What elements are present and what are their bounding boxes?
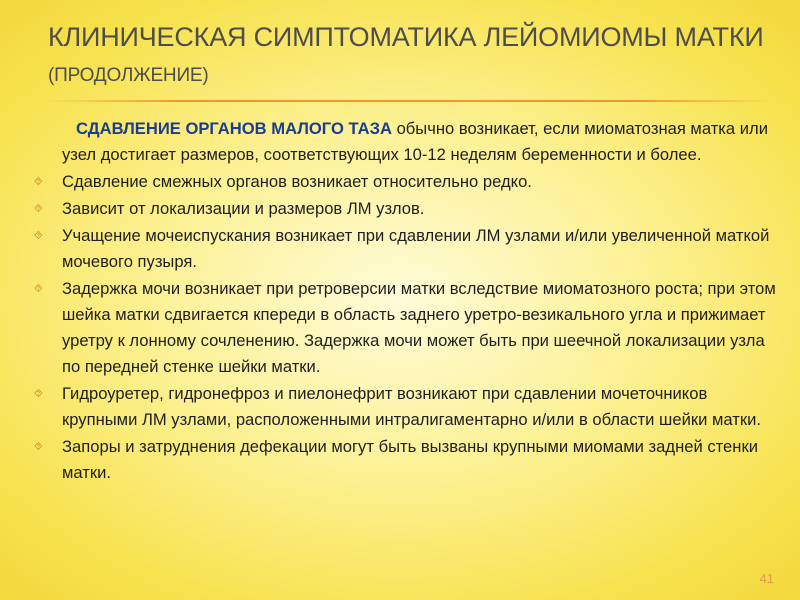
bullet-item [32,381,777,433]
slide-body [32,116,777,486]
intro-paragraph [32,116,777,168]
intro-highlight: СДАВЛЕНИЕ ОРГАНОВ МАЛОГО ТАЗА [76,119,392,138]
bullet-text: Задержка мочи возникает при ретроверсии матки вследствие миоматозного роста; при этом шейка матки сдвигается кпереди в область заднего уретро-везикального угла и прижимает уретру к лонному сочленению. Задержка мочи может быть при шеечной локализации узла по передней стенке шейки матки. [62,279,776,376]
bullet-text: Зависит от локализации и размеров ЛМ узлов. [62,199,425,218]
bullet-item [32,223,777,275]
bullet-item [32,196,777,222]
bullet-text: Сдавление смежных органов возникает относительно редко. [62,172,532,191]
bullet-item [32,169,777,195]
bullet-text: Запоры и затруднения дефекации могут быть вызваны крупными миомами задней стенки матки. [62,437,758,482]
bullet-text: Учащение мочеиспускания возникает при сдавлении ЛМ узлами и/или увеличенной маткой мочевого пузыря. [62,226,770,271]
bullet-marker-icon: ⯑ [34,441,43,453]
intro-text: обычно возникает, если миоматозная матка или узел достигает размеров, соответствующих 10-12 неделям беременности и более. [62,119,768,164]
bullet-item [32,276,777,380]
bullet-marker-icon: ⯑ [34,388,43,400]
slide-title-suffix: (ПРОДОЛЖЕНИЕ) [48,65,209,86]
slide-title [48,20,768,93]
bullet-marker-icon: ⯑ [34,230,43,242]
slide-title-main: КЛИНИЧЕСКАЯ СИМПТОМАТИКА ЛЕЙОМИОМЫ МАТКИ [48,22,764,52]
bullet-marker-icon: ⯑ [34,283,43,295]
page-number: 41 [759,571,774,586]
title-divider [46,100,774,102]
bullet-marker-icon: ⯑ [34,203,43,215]
bullet-marker-icon: ⯑ [34,176,43,188]
bullet-item [32,434,777,486]
bullet-text: Гидроуретер, гидронефроз и пиелонефрит возникают при сдавлении мочеточников крупными ЛМ узлами, расположенными интралигаментарно и/или в области шейки матки. [62,384,762,429]
